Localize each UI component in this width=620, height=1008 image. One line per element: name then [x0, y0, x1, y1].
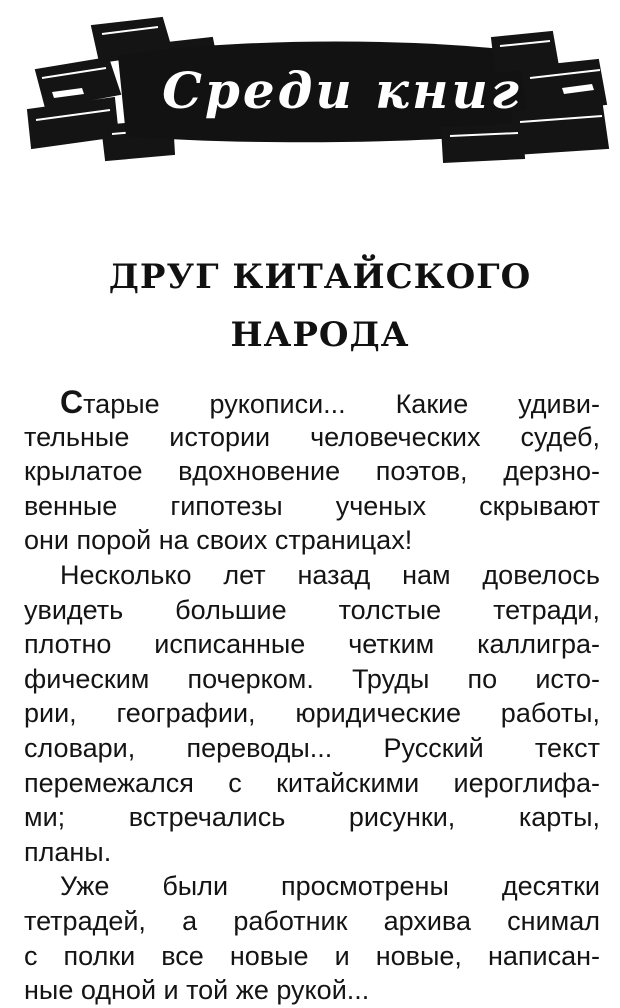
text-line: ные одной и той же рукой...: [24, 975, 370, 1006]
text-line: тетрадей, а работник архива снимал: [24, 905, 600, 936]
text-line: планы.: [24, 836, 112, 867]
text-line: [24, 385, 600, 420]
section-title: Среди книг: [162, 61, 522, 120]
headline-line: НАРОДА: [230, 315, 410, 355]
text-line: фическим почерком. Труды по исто-: [24, 663, 600, 694]
text-line: крылатое вдохновение поэтов, дерзно-: [24, 456, 600, 487]
drop-cap: С: [60, 384, 84, 420]
text-line: венные гипотезы ученых скрывают: [24, 490, 600, 521]
text-line: увидеть большие толстые тетради,: [24, 594, 600, 625]
text-line: перемежался с китайскими иероглифа-: [24, 767, 600, 798]
section-banner: [22, 8, 612, 168]
text-line: Несколько лет назад нам довелось: [60, 559, 600, 590]
article-headline: [40, 248, 600, 364]
article-body: [24, 385, 600, 1008]
text-line: тельные истории человеческих судеб,: [24, 421, 600, 452]
text-line: словари, переводы... Русский текст: [24, 732, 600, 763]
text-line: они порой на своих страницах!: [24, 525, 413, 556]
headline-line: ДРУГ КИТАЙСКОГО: [108, 257, 532, 297]
text-line: с полки все новые и новые, написан-: [24, 940, 600, 971]
text-line: рии, географии, юридические работы,: [24, 698, 600, 729]
text-line-content: тарые рукописи... Какие удиви-: [83, 389, 600, 419]
text-line: плотно исписанные четким каллигра-: [24, 629, 600, 660]
text-line: Уже были просмотрены десятки: [60, 871, 600, 902]
text-line: ми; встречались рисунки, карты,: [24, 802, 600, 833]
